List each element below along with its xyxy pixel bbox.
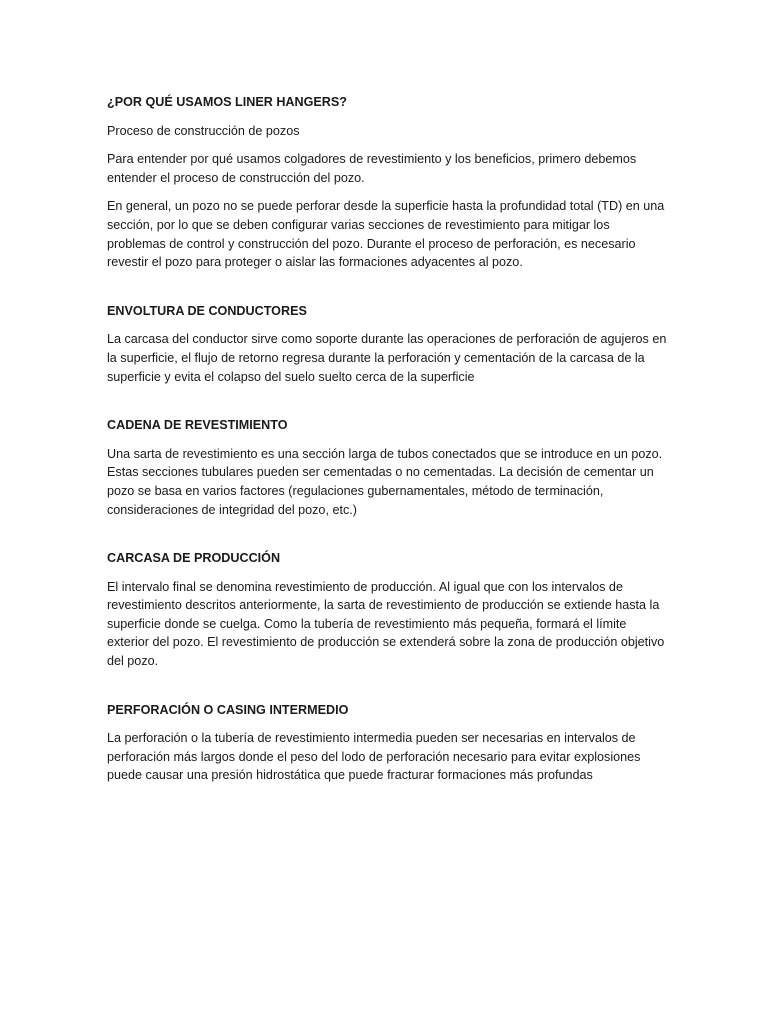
section-intermediate-casing <box>107 701 667 785</box>
section-paragraph: Una sarta de revestimiento es una sección larga de tubos conectados que se introduce en un pozo. Estas secciones tubulares pueden ser cementadas o no cementadas. La decisión de cementar un pozo se basa en varios factores (regulaciones gubernamentales, método de terminación, consideraciones de integridad del pozo, etc.) <box>107 446 663 517</box>
section-heading: PERFORACIÓN O CASING INTERMEDIO <box>107 702 349 717</box>
section-heading: CARCASA DE PRODUCCIÓN <box>107 551 281 566</box>
document-subtitle: Proceso de construcción de pozos <box>107 123 300 138</box>
section-casing-string <box>107 416 667 519</box>
section-paragraph: La perforación o la tubería de revestimiento intermedia pueden ser necesarias en intervalos de perforación más largos donde el peso del lodo de perforación necesario para evitar explosiones puede causar una presión hidrostática que puede fracturar formaciones más profundas <box>107 731 641 783</box>
section-paragraph: La carcasa del conductor sirve como soporte durante las operaciones de perforación de agujeros en la superficie, el flujo de retorno regresa durante la perforación y cementación de la carcasa de la superficie y evita el colapso del suelo suelto cerca de la superficie <box>107 332 667 384</box>
document-title: ¿POR QUÉ USAMOS LINER HANGERS? <box>107 95 347 109</box>
section-production-casing <box>107 549 667 671</box>
intro-paragraph-1: Para entender por qué usamos colgadores de revestimiento y los beneficios, primero debemos entender el proceso de construcción del pozo. <box>107 152 637 185</box>
section-heading: CADENA DE REVESTIMIENTO <box>107 418 288 433</box>
document-body <box>107 93 667 795</box>
section-heading: ENVOLTURA DE CONDUCTORES <box>107 303 307 318</box>
section-conductor-casing <box>107 302 667 386</box>
section-paragraph: El intervalo final se denomina revestimiento de producción. Al igual que con los intervalos de revestimiento descritos anteriormente, la sarta de revestimiento de producción se extiende hasta la superficie donde se cuelga. Como la tubería de revestimiento más pequeña, formará el límite exterior del pozo. El revestimiento de producción se extenderá sobre la zona de producción objetivo del pozo. <box>107 579 665 669</box>
intro-paragraph-2: En general, un pozo no se puede perforar desde la superficie hasta la profundidad total (TD) en una sección, por lo que se deben configurar varias secciones de revestimiento para mitigar los problemas de control y construcción del pozo. Durante el proceso de perforación, es necesario revestir el pozo para proteger o aislar las formaciones adyacentes al pozo. <box>107 199 665 270</box>
